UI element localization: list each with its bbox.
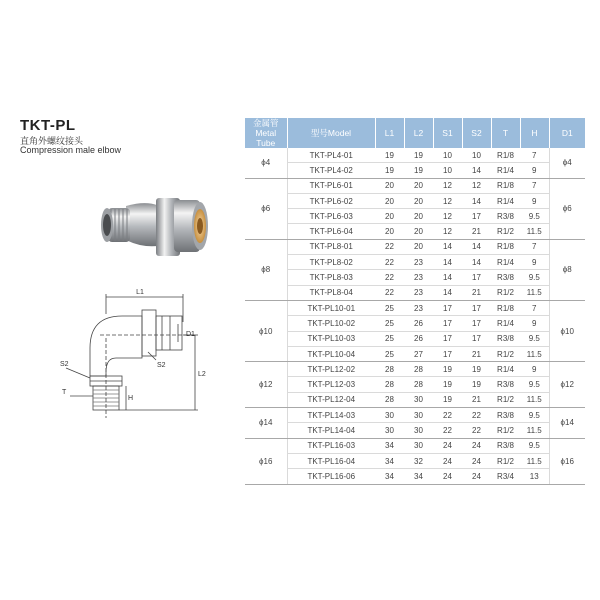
table-row (245, 377, 585, 392)
cell-h: 9 (520, 193, 549, 208)
cell-model: TKT-PL16-03 (287, 438, 375, 453)
label-s2-right: S2 (157, 362, 166, 369)
table-row (245, 163, 585, 178)
cell-t: R3/8 (491, 270, 520, 285)
cell-model: TKT-PL10-03 (287, 331, 375, 346)
spec-table (245, 118, 585, 485)
cell-s2: 22 (462, 423, 491, 438)
cell-model: TKT-PL12-03 (287, 377, 375, 392)
cell-model: TKT-PL8-03 (287, 270, 375, 285)
table-row (245, 193, 585, 208)
cell-model: TKT-PL6-01 (287, 178, 375, 193)
cell-s2: 14 (462, 193, 491, 208)
header-metal-tube: 金属管 Metal Tube (245, 118, 287, 148)
cell-s1: 17 (433, 300, 462, 315)
cell-h: 11.5 (520, 392, 549, 407)
cell-l2: 20 (404, 224, 433, 239)
cell-s1: 19 (433, 362, 462, 377)
cell-s1: 12 (433, 178, 462, 193)
cell-t: R1/4 (491, 255, 520, 270)
table-row (245, 316, 585, 331)
cell-l2: 32 (404, 453, 433, 468)
cell-s2: 17 (462, 331, 491, 346)
cell-s2: 24 (462, 453, 491, 468)
cell-s2: 14 (462, 163, 491, 178)
cell-t: R1/4 (491, 362, 520, 377)
cell-h: 11.5 (520, 285, 549, 300)
cell-l1: 20 (375, 224, 404, 239)
cell-model: TKT-PL4-01 (287, 148, 375, 163)
cell-h: 9.5 (520, 331, 549, 346)
cell-s2: 22 (462, 408, 491, 423)
cell-l1: 22 (375, 285, 404, 300)
cell-s2: 24 (462, 438, 491, 453)
cell-t: R3/8 (491, 331, 520, 346)
label-s2-left: S2 (60, 361, 69, 368)
cell-l2: 30 (404, 408, 433, 423)
table-body (245, 148, 585, 484)
cell-l1: 19 (375, 148, 404, 163)
cell-s1: 14 (433, 270, 462, 285)
cell-model: TKT-PL6-04 (287, 224, 375, 239)
cell-model: TKT-PL10-02 (287, 316, 375, 331)
cell-h: 9 (520, 316, 549, 331)
cell-l1: 25 (375, 300, 404, 315)
cell-l1: 22 (375, 270, 404, 285)
cell-metal-tube: ϕ4 (245, 148, 287, 178)
table-row (245, 438, 585, 453)
cell-h: 9.5 (520, 270, 549, 285)
table-row (245, 362, 585, 377)
cell-model: TKT-PL14-04 (287, 423, 375, 438)
cell-s1: 24 (433, 469, 462, 484)
cell-l1: 20 (375, 209, 404, 224)
cell-t: R1/4 (491, 316, 520, 331)
cell-s2: 17 (462, 300, 491, 315)
label-t: T (62, 389, 67, 396)
cell-h: 7 (520, 239, 549, 254)
label-l1: L1 (136, 289, 144, 296)
cell-s2: 17 (462, 209, 491, 224)
header-model: 型号Model (287, 118, 375, 148)
cell-model: TKT-PL8-04 (287, 285, 375, 300)
cell-s1: 14 (433, 255, 462, 270)
cell-h: 13 (520, 469, 549, 484)
cell-l1: 34 (375, 469, 404, 484)
header-t: T (491, 118, 520, 148)
table-row (245, 209, 585, 224)
cell-l1: 25 (375, 331, 404, 346)
cell-s2: 10 (462, 148, 491, 163)
cell-s2: 21 (462, 392, 491, 407)
cell-metal-tube: ϕ14 (245, 408, 287, 439)
cell-s1: 19 (433, 392, 462, 407)
cell-s2: 24 (462, 469, 491, 484)
cell-t: R1/2 (491, 453, 520, 468)
cell-t: R1/2 (491, 392, 520, 407)
cell-l2: 23 (404, 270, 433, 285)
cell-l1: 20 (375, 178, 404, 193)
cell-l1: 28 (375, 392, 404, 407)
cell-l1: 34 (375, 438, 404, 453)
cell-l2: 28 (404, 377, 433, 392)
cell-l1: 30 (375, 408, 404, 423)
cell-l2: 27 (404, 346, 433, 361)
cell-s1: 10 (433, 148, 462, 163)
cell-l2: 30 (404, 392, 433, 407)
subtitle-english: Compression male elbow (20, 145, 122, 155)
cell-h: 11.5 (520, 346, 549, 361)
cell-model: TKT-PL6-02 (287, 193, 375, 208)
header-d1: D1 (549, 118, 585, 148)
table-row (245, 392, 585, 407)
cell-model: TKT-PL8-02 (287, 255, 375, 270)
cell-l2: 26 (404, 316, 433, 331)
cell-l2: 34 (404, 469, 433, 484)
subtitle-chinese: 直角外螺纹接头 (20, 136, 84, 146)
cell-l1: 19 (375, 163, 404, 178)
cell-l2: 23 (404, 255, 433, 270)
cell-d1: ϕ10 (549, 300, 585, 361)
cell-s2: 17 (462, 316, 491, 331)
cell-metal-tube: ϕ12 (245, 362, 287, 408)
cell-s1: 24 (433, 438, 462, 453)
table-row (245, 224, 585, 239)
cell-s1: 22 (433, 408, 462, 423)
cell-t: R1/8 (491, 178, 520, 193)
cell-h: 11.5 (520, 453, 549, 468)
cell-t: R3/8 (491, 408, 520, 423)
cell-model: TKT-PL4-02 (287, 163, 375, 178)
cell-s2: 21 (462, 224, 491, 239)
cell-t: R1/4 (491, 163, 520, 178)
cell-d1: ϕ4 (549, 148, 585, 178)
technical-drawing (60, 288, 210, 433)
cell-d1: ϕ8 (549, 239, 585, 300)
cell-h: 7 (520, 300, 549, 315)
cell-s1: 12 (433, 209, 462, 224)
table-row (245, 285, 585, 300)
cell-l2: 23 (404, 300, 433, 315)
cell-s1: 19 (433, 377, 462, 392)
cell-s2: 21 (462, 285, 491, 300)
cell-h: 9.5 (520, 438, 549, 453)
cell-t: R3/4 (491, 469, 520, 484)
cell-s1: 17 (433, 316, 462, 331)
header-s2: S2 (462, 118, 491, 148)
header-s1: S1 (433, 118, 462, 148)
cell-model: TKT-PL8-01 (287, 239, 375, 254)
cell-s2: 12 (462, 178, 491, 193)
cell-t: R1/8 (491, 239, 520, 254)
cell-model: TKT-PL10-04 (287, 346, 375, 361)
cell-l2: 28 (404, 362, 433, 377)
cell-l2: 19 (404, 163, 433, 178)
table-row (245, 453, 585, 468)
cell-h: 11.5 (520, 224, 549, 239)
cell-s1: 17 (433, 346, 462, 361)
cell-l1: 25 (375, 346, 404, 361)
cell-s1: 14 (433, 285, 462, 300)
cell-h: 9 (520, 255, 549, 270)
cell-s1: 24 (433, 453, 462, 468)
cell-t: R1/2 (491, 346, 520, 361)
cell-model: TKT-PL12-02 (287, 362, 375, 377)
cell-l1: 22 (375, 255, 404, 270)
cell-s1: 10 (433, 163, 462, 178)
cell-s2: 17 (462, 270, 491, 285)
cell-s2: 14 (462, 255, 491, 270)
table-row (245, 423, 585, 438)
table-row (245, 270, 585, 285)
cell-l2: 19 (404, 148, 433, 163)
table-row (245, 148, 585, 163)
cell-model: TKT-PL10-01 (287, 300, 375, 315)
cell-l2: 23 (404, 285, 433, 300)
cell-l2: 20 (404, 239, 433, 254)
cell-s1: 22 (433, 423, 462, 438)
table-row (245, 255, 585, 270)
cell-h: 9.5 (520, 408, 549, 423)
cell-d1: ϕ14 (549, 408, 585, 439)
table-row (245, 239, 585, 254)
cell-l2: 30 (404, 423, 433, 438)
cell-s1: 12 (433, 193, 462, 208)
cell-l1: 28 (375, 377, 404, 392)
cell-t: R3/8 (491, 377, 520, 392)
cell-t: R3/8 (491, 209, 520, 224)
cell-metal-tube: ϕ10 (245, 300, 287, 361)
cell-s2: 19 (462, 362, 491, 377)
cell-t: R3/8 (491, 438, 520, 453)
cell-metal-tube: ϕ8 (245, 239, 287, 300)
table-row (245, 178, 585, 193)
cell-model: TKT-PL16-06 (287, 469, 375, 484)
cell-l1: 22 (375, 239, 404, 254)
table-row (245, 346, 585, 361)
cell-s2: 14 (462, 239, 491, 254)
cell-l2: 30 (404, 438, 433, 453)
cell-s1: 14 (433, 239, 462, 254)
cell-h: 9 (520, 362, 549, 377)
cell-l1: 20 (375, 193, 404, 208)
cell-l2: 26 (404, 331, 433, 346)
cell-t: R1/4 (491, 193, 520, 208)
cell-l1: 34 (375, 453, 404, 468)
table-row (245, 300, 585, 315)
cell-l1: 25 (375, 316, 404, 331)
cell-h: 9.5 (520, 209, 549, 224)
cell-h: 7 (520, 148, 549, 163)
cell-model: TKT-PL16-04 (287, 453, 375, 468)
cell-metal-tube: ϕ16 (245, 438, 287, 484)
cell-h: 9 (520, 163, 549, 178)
cell-model: TKT-PL6-03 (287, 209, 375, 224)
cell-d1: ϕ12 (549, 362, 585, 408)
header-h: H (520, 118, 549, 148)
cell-t: R1/2 (491, 224, 520, 239)
cell-h: 7 (520, 178, 549, 193)
cell-s1: 17 (433, 331, 462, 346)
cell-t: R1/8 (491, 300, 520, 315)
table-row (245, 331, 585, 346)
page-title: TKT-PL (20, 117, 76, 134)
cell-l2: 20 (404, 209, 433, 224)
cell-l1: 30 (375, 423, 404, 438)
cell-model: TKT-PL14-03 (287, 408, 375, 423)
cell-model: TKT-PL12-04 (287, 392, 375, 407)
cell-s1: 12 (433, 224, 462, 239)
cell-h: 11.5 (520, 423, 549, 438)
label-d1: D1 (186, 331, 195, 338)
cell-l2: 20 (404, 178, 433, 193)
header-l1: L1 (375, 118, 404, 148)
table-header-row (245, 118, 585, 148)
cell-metal-tube: ϕ6 (245, 178, 287, 239)
cell-h: 9.5 (520, 377, 549, 392)
cell-d1: ϕ16 (549, 438, 585, 484)
cell-t: R1/8 (491, 148, 520, 163)
cell-l2: 20 (404, 193, 433, 208)
cell-l1: 28 (375, 362, 404, 377)
label-l2: L2 (198, 371, 206, 378)
cell-s2: 19 (462, 377, 491, 392)
table-row (245, 469, 585, 484)
cell-s2: 21 (462, 346, 491, 361)
cell-t: R1/2 (491, 285, 520, 300)
label-h: H (128, 395, 134, 402)
cell-t: R1/2 (491, 423, 520, 438)
table-row (245, 408, 585, 423)
header-l2: L2 (404, 118, 433, 148)
product-photo (86, 188, 216, 270)
cell-d1: ϕ6 (549, 178, 585, 239)
